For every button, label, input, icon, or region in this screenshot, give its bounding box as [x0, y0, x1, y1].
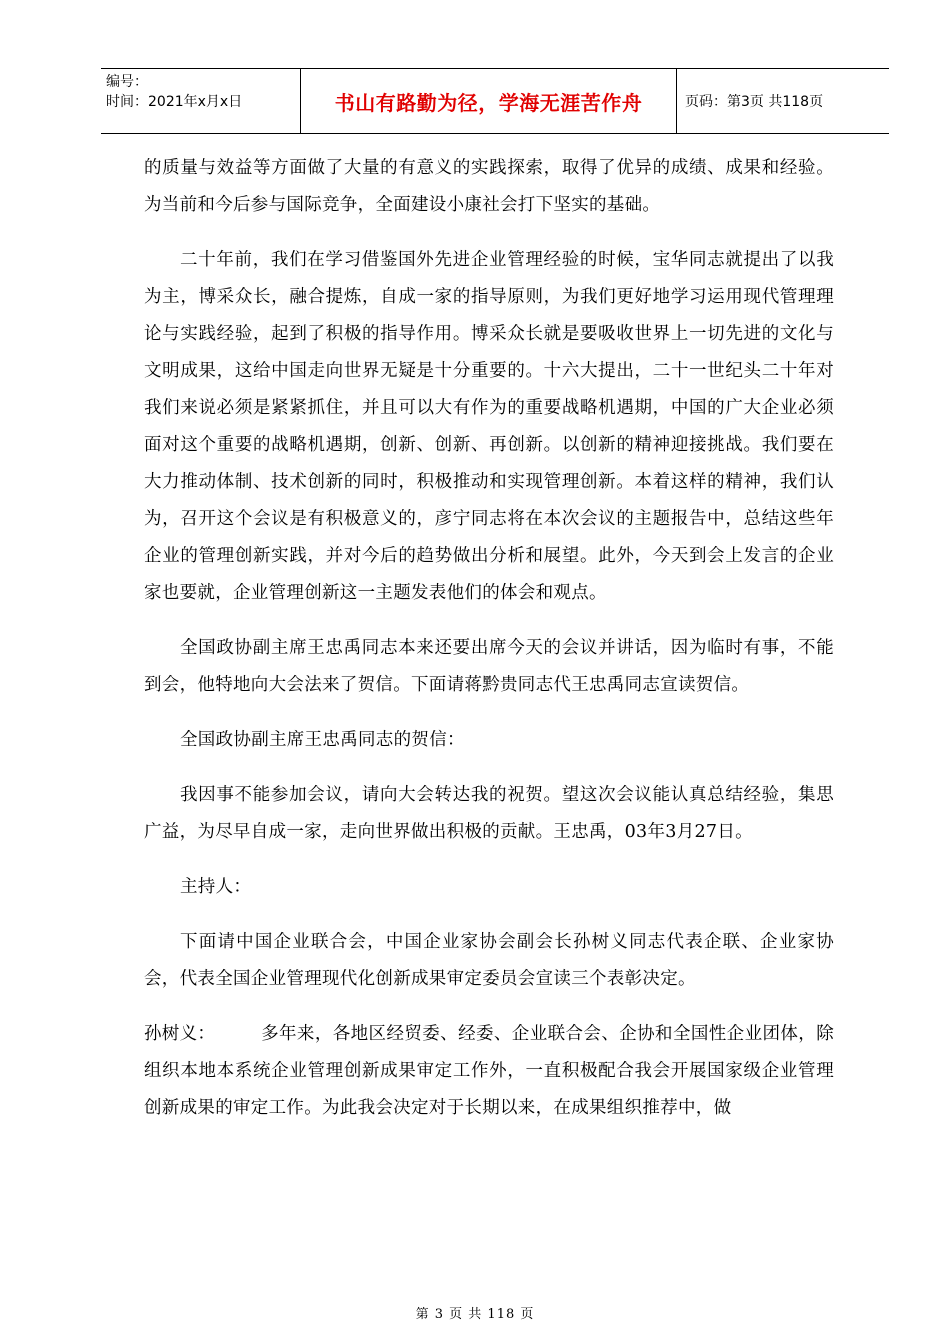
paragraph: 全国政协副主席王忠禹同志的贺信：	[180, 730, 465, 750]
speech-paragraph	[144, 1016, 834, 1127]
header-meta	[101, 69, 301, 133]
document-time-label: 时间：2021年x月x日	[106, 94, 243, 110]
speaker-label: 孙树义：	[144, 1024, 216, 1044]
page-code-text: 页码：第3页 共118页	[685, 94, 824, 110]
header-page-code	[677, 69, 889, 133]
paragraph: 我因事不能参加会议，请向大会转达我的祝贺。望这次会议能认真总结经验，集思广益，为尽早自成一家，走向世界做出积极的贡献。王忠禹，03年3月27日。	[144, 785, 834, 842]
document-body	[144, 150, 834, 1127]
paragraph: 二十年前，我们在学习借鉴国外先进企业管理经验的时候，宝华同志就提出了以我为主，博采众长，融合提炼，自成一家的指导原则，为我们更好地学习运用现代管理理论与实践经验，起到了积极的指导作用。博采众长就是要吸收世界上一切先进的文化与文明成果，这给中国走向世界无疑是十分重要的。十六大提出，二十一世纪头二十年对我们来说必须是紧紧抓住，并且可以大有作为的重要战略机遇期，中国的广大企业必须面对这个重要的战略机遇期，创新、创新、再创新。以创新的精神迎接挑战。我们要在大力推动体制、技术创新的同时，积极推动和实现管理创新。本着这样的精神，我们认为，召开这个会议是有积极意义的，彦宁同志将在本次会议的主题报告中，总结这些年企业的管理创新实践，并对今后的趋势做出分析和展望。此外，今天到会上发言的企业家也要就，企业管理创新这一主题发表他们的体会和观点。	[144, 250, 834, 603]
page-header	[101, 68, 889, 134]
document-number-label: 编号：	[106, 74, 148, 90]
paragraph: 下面请中国企业联合会，中国企业家协会副会长孙树义同志代表企联、企业家协会，代表全国企业管理现代化创新成果审定委员会宣读三个表彰决定。	[144, 932, 834, 989]
header-motto	[301, 69, 677, 133]
paragraph: 的质量与效益等方面做了大量的有意义的实践探索，取得了优异的成绩、成果和经验。为当前和今后参与国际竞争，全面建设小康社会打下坚实的基础。	[144, 158, 834, 215]
paragraph: 全国政协副主席王忠禹同志本来还要出席今天的会议并讲话，因为临时有事，不能到会，他特地向大会法来了贺信。下面请蒋黔贵同志代王忠禹同志宣读贺信。	[144, 638, 834, 695]
motto-text: 书山有路勤为径，学海无涯苦作舟	[334, 90, 643, 115]
page-footer: 第 3 页 共 118 页	[415, 1307, 535, 1322]
speech-text: 多年来，各地区经贸委、经委、企业联合会、企协和全国性企业团体，除组织本地本系统企业管理创新成果审定工作外，一直积极配合我会开展国家级企业管理创新成果的审定工作。为此我会决定对于长期以来，在成果组织推荐中，做	[144, 1024, 834, 1118]
paragraph: 主持人：	[180, 877, 252, 897]
